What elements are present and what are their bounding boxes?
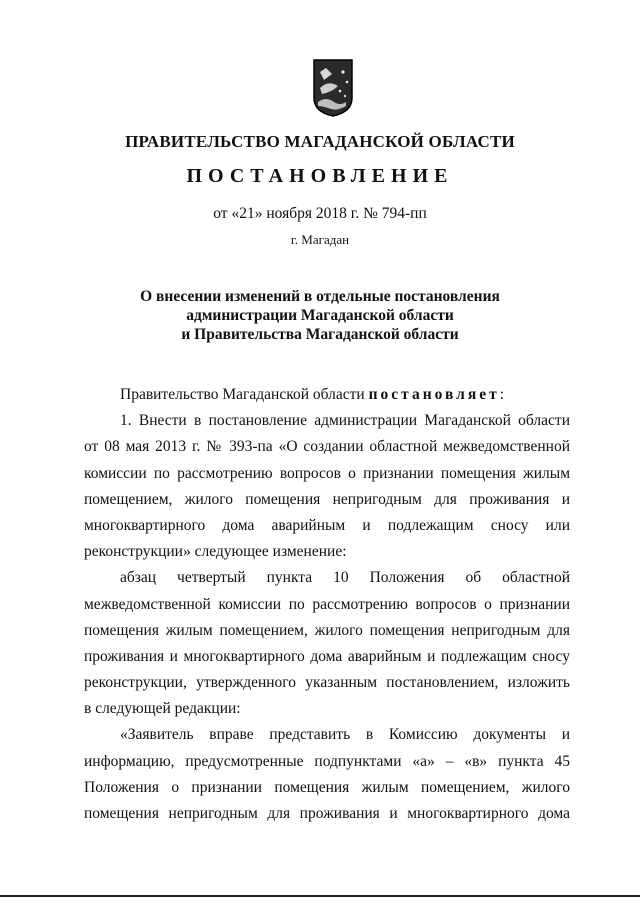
body-line: в следующей редакции: — [84, 700, 241, 718]
body-line: межведомственной комиссии по рассмотрению вопросов о признании — [84, 595, 570, 613]
subject-line: О внесении изменений в отдельные постановления — [140, 288, 500, 305]
body-line: от 08 мая 2013 г. № 393-па «О создании областной межведомственной — [84, 438, 570, 456]
body-line: комиссии по рассмотрению вопросов о признании помещения жилым — [84, 464, 570, 482]
city-name: г. Магадан — [290, 232, 350, 247]
body-line: Положения о признании помещения жилым помещением, жилого — [84, 778, 570, 796]
body-line: проживания и многоквартирного дома аварийным и подлежащим сносу — [84, 647, 570, 665]
body-line: «Заявитель вправе представить в Комиссию документы и — [120, 726, 570, 744]
intro-prefix: Правительство Магаданской области — [120, 386, 369, 403]
body-line: 1. Внести в постановление администрации Магаданской области — [120, 412, 570, 430]
body-line: реконструкции» следующее изменение: — [84, 543, 347, 561]
intro-suffix: : — [499, 386, 505, 403]
subject-line: и Правительства Магаданской области — [181, 326, 459, 343]
coat-of-arms-emblem — [312, 58, 354, 118]
intro-keyword: постановляет — [368, 386, 500, 403]
body-line: многоквартирного дома аварийным и подлежащим сносу или — [84, 516, 570, 534]
intro-line — [84, 382, 570, 408]
body-line: помещения жилым помещением, жилого помещения непригодным для — [84, 621, 570, 639]
document-type-title: ПОСТАНОВЛЕНИЕ — [186, 165, 454, 187]
decree-subject — [0, 287, 640, 344]
body-line: помещения непригодным для проживания и многоквартирного дома — [84, 805, 570, 822]
body-line: помещением, жилого помещения непригодным для проживания и — [84, 490, 570, 508]
organization-title: ПРАВИТЕЛЬСТВО МАГАДАНСКОЙ ОБЛАСТИ — [125, 132, 515, 151]
decree-date-number: от «21» ноября 2018 г. № 794-пп — [213, 205, 427, 222]
body-line: реконструкции, утвержденного указанным постановлением, изложить — [84, 674, 570, 692]
body-line: абзац четвертый пункта 10 Положения об областной — [120, 569, 570, 587]
subject-line: администрации Магаданской области — [186, 307, 454, 324]
decree-body — [84, 382, 570, 827]
body-line: информацию, предусмотренные подпунктами «а» – «в» пункта 45 — [84, 752, 570, 770]
page-bottom-edge — [0, 895, 640, 897]
